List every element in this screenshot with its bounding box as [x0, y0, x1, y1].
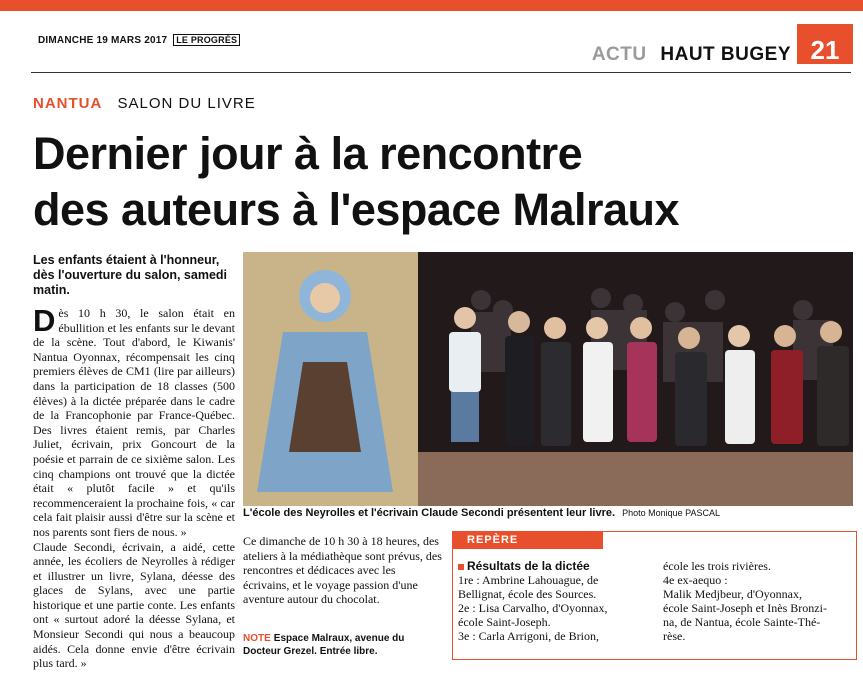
- article-column-1: [33, 253, 235, 671]
- repere-title: [458, 559, 648, 573]
- repere-line: Malik Medjbeur, d'Oyonnax,: [663, 587, 802, 601]
- photo-illustration: [243, 252, 853, 506]
- headline-line-1: Dernier jour à la rencontre: [33, 128, 583, 179]
- article-kicker: [33, 95, 256, 112]
- note-tag: NOTE: [243, 633, 271, 644]
- note-text: Espace Malraux, avenue du Docteur Grezel. Entrée libre.: [243, 633, 405, 657]
- repere-line: 2e : Lisa Carvalho, d'Oyonnax,: [458, 601, 608, 615]
- top-accent-bar: [0, 0, 863, 11]
- repere-line: 3e : Carla Arrigoni, de Brion,: [458, 629, 599, 643]
- repere-line: école Saint-Joseph.: [458, 615, 551, 629]
- body-paragraph-2: Claude Secondi, écrivain, a aidé, cette année, les écoliers de Neyrolles à rédiger et illustrer un livre, Sylana, déesse des glaces de Sylans, avec une partie historique et une partie conte. Les enfants ont « surtout adoré la déesse Sylana, et Monsieur Secondi qui nous a beaucoup aidés. Cela donne envie d'être écrivain plus tard. »: [33, 539, 235, 671]
- repere-line: na, de Nantua, école Sainte-Thé-: [663, 615, 821, 629]
- section-label: [592, 44, 791, 66]
- issue-date: [38, 34, 240, 46]
- headline-line-2: des auteurs à l'espace Malraux: [33, 184, 680, 235]
- repere-line: rèse.: [663, 629, 686, 643]
- article-headline: [33, 126, 813, 238]
- page-number: 21: [797, 24, 853, 64]
- article-column-2: [243, 534, 443, 607]
- body-paragraph-3: Ce dimanche de 10 h 30 à 18 heures, des ateliers à la médiathèque sont prévus, des rencontres et dédicaces avec les écrivains, et le voyage passion d'une aventure autour du chocolat.: [243, 534, 442, 607]
- repere-line: 4e ex-aequo :: [663, 573, 728, 587]
- repere-tab: REPÈRE: [452, 531, 603, 549]
- kicker-place: NANTUA: [33, 95, 103, 112]
- newspaper-logo: LE PROGRÈS: [173, 34, 240, 46]
- practical-note: [243, 632, 443, 658]
- repere-line: école les trois rivières.: [663, 559, 771, 573]
- article-lead: Les enfants étaient à l'honneur, dès l'ouverture du salon, samedi matin.: [33, 253, 228, 297]
- section-name: HAUT BUGEY: [660, 44, 791, 65]
- repere-right-column: [663, 559, 848, 643]
- body-paragraph-1: ès 10 h 30, le salon était en ébullition et les enfants sur le devant de la scène. Tout d'abord, le Kiwanis' Nantua Oyonnax, récompensait les cinq premiers élèves de CM1 (lire par ailleurs) dans la participation de 18 classes (500 élèves) à la dictée préparée dans le cadre de la Francophonie par France-Québec. Des livres étaient remis, par Charles Juliet, écrivain, prix Goncourt de la poésie et parrain de ce sixième salon. Les cinq champions ont trouvé que la dictée était « plutôt facile » et qu'ils recommenceraient la prochaine fois, « car cela fait plaisir aussi d'être sur la scène et nos parents sont fiers de nous. »: [33, 306, 235, 539]
- caption-text: L'école des Neyrolles et l'écrivain Claude Secondi présentent leur livre.: [243, 507, 616, 519]
- photo-credit: Photo Monique PASCAL: [622, 508, 721, 518]
- repere-title-text: Résultats de la dictée: [467, 559, 590, 573]
- repere-line: Bellignat, école des Sources.: [458, 587, 597, 601]
- repere-left-column: [458, 559, 648, 643]
- repere-line: 1re : Ambrine Lahouague, de: [458, 573, 599, 587]
- article-body: [33, 303, 235, 671]
- repere-line: école Saint-Joseph et Inès Bronzi-: [663, 601, 827, 615]
- header-divider: [31, 72, 851, 73]
- square-bullet-icon: [458, 564, 464, 570]
- article-photo: [243, 252, 853, 506]
- section-prefix: ACTU: [591, 44, 647, 65]
- photo-caption: [243, 507, 853, 519]
- date-text: DIMANCHE 19 MARS 2017: [38, 35, 168, 46]
- kicker-rubric: SALON DU LIVRE: [117, 95, 256, 112]
- drop-cap: D: [33, 303, 56, 338]
